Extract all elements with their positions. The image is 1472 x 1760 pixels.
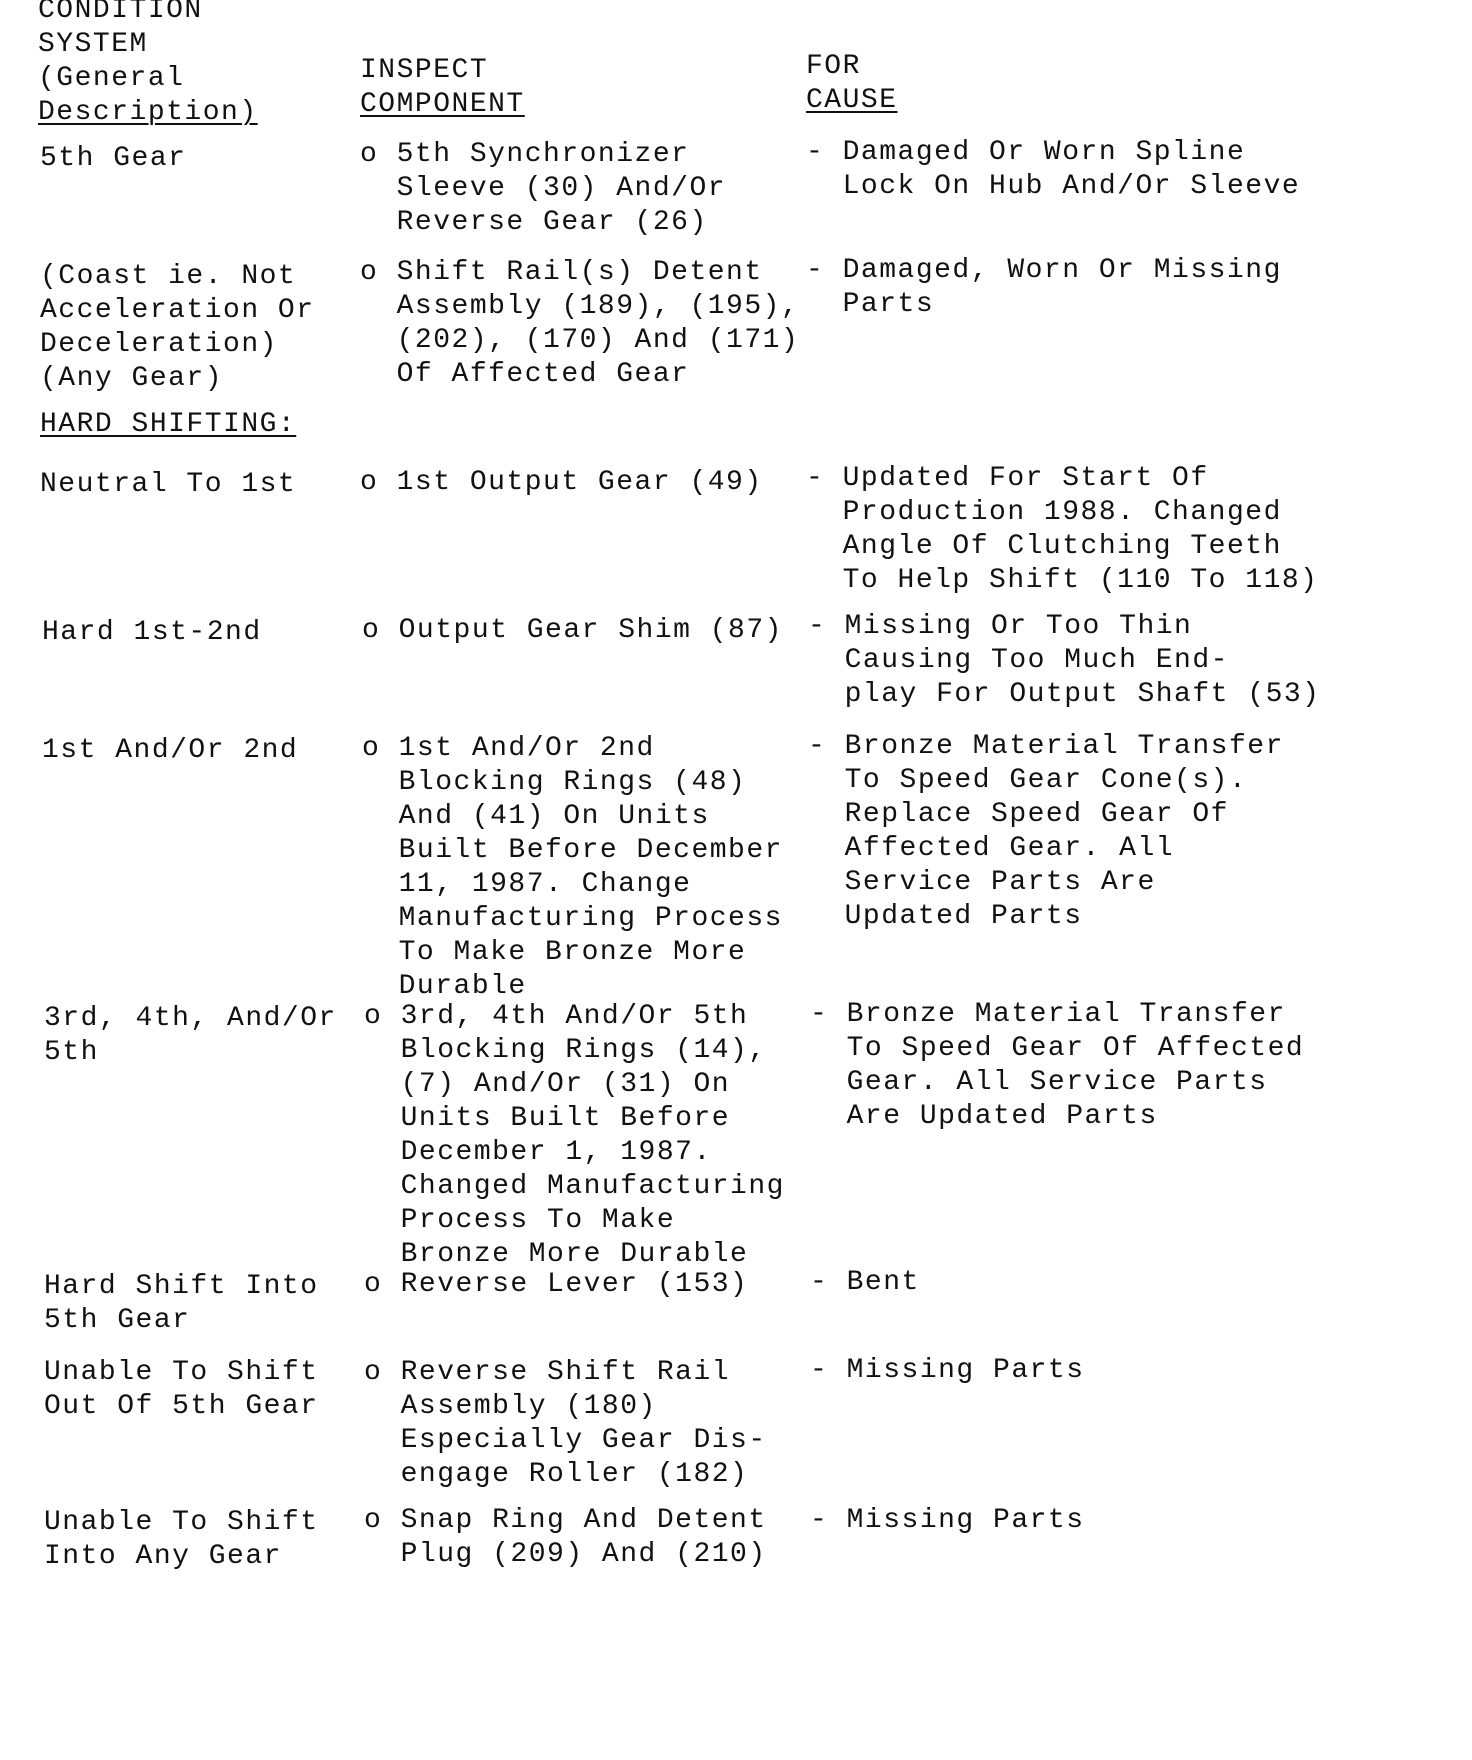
cause-line: Lock On Hub And/Or Sleeve — [806, 171, 1301, 202]
row-component — [360, 256, 799, 392]
row-condition — [44, 1002, 337, 1070]
component-line: December 1, 1987. — [364, 1137, 712, 1168]
component-line: And (41) On Units — [362, 801, 710, 832]
cause-line: - Updated For Start Of — [806, 463, 1209, 494]
condition-line: 1st And/Or 2nd — [42, 735, 299, 766]
component-line: o Shift Rail(s) Detent — [360, 257, 763, 288]
header-condition — [38, 0, 258, 130]
row-component — [364, 1504, 767, 1572]
row-cause — [810, 1354, 1085, 1388]
component-line: Reverse Gear (26) — [360, 207, 708, 238]
cause-line: Production 1988. Changed — [806, 497, 1282, 528]
header-condition-description: Description) — [38, 97, 258, 128]
condition-line: Acceleration Or — [40, 295, 315, 326]
condition-line: (Any Gear) — [40, 363, 224, 394]
row-component — [360, 466, 763, 500]
component-line: o 1st Output Gear (49) — [360, 467, 763, 498]
component-line: engage Roller (182) — [364, 1459, 749, 1490]
component-line: Durable — [362, 971, 527, 1002]
condition-line: Neutral To 1st — [40, 469, 297, 500]
condition-line: 5th Gear — [44, 1305, 191, 1336]
cause-line: Parts — [806, 289, 935, 320]
header-cause-label: CAUSE — [806, 85, 898, 116]
component-line: o Reverse Lever (153) — [364, 1269, 749, 1300]
row-condition — [44, 1506, 319, 1574]
cause-line: - Bent — [810, 1267, 920, 1298]
row-condition — [40, 142, 186, 176]
component-line: Units Built Before — [364, 1103, 731, 1134]
component-line: Sleeve (30) And/Or — [360, 173, 727, 204]
row-cause — [808, 730, 1284, 934]
component-line: Of Affected Gear — [360, 359, 690, 390]
cause-line: To Speed Gear Cone(s). — [808, 765, 1248, 796]
row-condition — [40, 468, 296, 502]
row-cause — [808, 610, 1320, 712]
header-inspect — [360, 54, 525, 122]
row-component — [362, 732, 783, 1004]
header-inspect-line: INSPECT — [360, 55, 489, 86]
component-line: Assembly (189), (195), — [360, 291, 800, 322]
condition-line: (Coast ie. Not — [40, 261, 297, 292]
component-line: (7) And/Or (31) On — [364, 1069, 731, 1100]
cause-line: - Missing Parts — [810, 1505, 1085, 1536]
row-component — [364, 1356, 767, 1492]
component-line: Changed Manufacturing — [364, 1171, 785, 1202]
cause-line: play For Output Shaft (53) — [808, 679, 1321, 710]
cause-line: To Speed Gear Of Affected — [810, 1033, 1305, 1064]
component-line: o Output Gear Shim (87) — [362, 615, 783, 646]
cause-line: Replace Speed Gear Of — [808, 799, 1229, 830]
cause-line: Service Parts Are — [808, 867, 1156, 898]
row-cause — [810, 1266, 920, 1300]
cause-line: Angle Of Clutching Teeth — [806, 531, 1282, 562]
component-line: o 5th Synchronizer — [360, 139, 690, 170]
component-line: o 1st And/Or 2nd — [362, 733, 655, 764]
row-condition — [44, 1270, 319, 1338]
row-cause — [810, 998, 1304, 1134]
cause-line: - Damaged Or Worn Spline — [806, 137, 1246, 168]
condition-line: Hard Shift Into — [44, 1271, 319, 1302]
cause-line: Are Updated Parts — [810, 1101, 1158, 1132]
condition-line: Out Of 5th Gear — [44, 1391, 319, 1422]
header-cause-line: FOR — [806, 51, 861, 82]
component-line: Blocking Rings (14), — [364, 1035, 767, 1066]
cause-line: Causing Too Much End- — [808, 645, 1229, 676]
component-line: o Snap Ring And Detent — [364, 1505, 767, 1536]
component-line: Built Before December — [362, 835, 783, 866]
cause-line: Gear. All Service Parts — [810, 1067, 1268, 1098]
row-cause — [806, 136, 1300, 204]
cause-line: - Missing Or Too Thin — [808, 611, 1193, 642]
component-line: Bronze More Durable — [364, 1239, 749, 1270]
cause-line: Affected Gear. All — [808, 833, 1175, 864]
component-line: Assembly (180) — [364, 1391, 657, 1422]
component-line: o 3rd, 4th And/Or 5th — [364, 1001, 749, 1032]
row-component — [364, 1000, 785, 1272]
row-cause — [806, 462, 1318, 598]
cause-line: - Damaged, Worn Or Missing — [806, 255, 1282, 286]
header-condition-line: (General — [38, 63, 185, 94]
header-inspect-component: COMPONENT — [360, 89, 525, 120]
row-component — [362, 614, 783, 648]
header-cause — [806, 50, 898, 118]
cause-line: Updated Parts — [808, 901, 1083, 932]
row-cause — [806, 254, 1282, 322]
section-heading: HARD SHIFTING: — [40, 409, 297, 440]
cause-line: - Missing Parts — [810, 1355, 1085, 1386]
component-line: Process To Make — [364, 1205, 676, 1236]
row-component — [360, 138, 726, 240]
component-line: Blocking Rings (48) — [362, 767, 747, 798]
row-cause — [810, 1504, 1085, 1538]
row-condition — [44, 1356, 319, 1424]
cause-line: To Help Shift (110 To 118) — [806, 565, 1319, 596]
cause-line: - Bronze Material Transfer — [810, 999, 1286, 1030]
condition-line: 5th — [44, 1037, 99, 1068]
condition-line: Deceleration) — [40, 329, 278, 360]
header-condition-line: SYSTEM — [38, 29, 148, 60]
component-line: Manufacturing Process — [362, 903, 783, 934]
cause-line: - Bronze Material Transfer — [808, 731, 1284, 762]
condition-line: Unable To Shift — [44, 1507, 319, 1538]
row-condition — [42, 616, 262, 650]
condition-line: Hard 1st-2nd — [42, 617, 262, 648]
row-component — [364, 1268, 748, 1302]
condition-line: 5th Gear — [40, 143, 187, 174]
component-line: o Reverse Shift Rail — [364, 1357, 731, 1388]
component-line: 11, 1987. Change — [362, 869, 692, 900]
header-condition-line: CONDITION — [38, 0, 203, 26]
component-line: (202), (170) And (171) — [360, 325, 800, 356]
condition-line: Unable To Shift — [44, 1357, 319, 1388]
row-condition — [42, 734, 298, 768]
condition-line: Into Any Gear — [44, 1541, 282, 1572]
component-line: Especially Gear Dis- — [364, 1425, 767, 1456]
component-line: To Make Bronze More — [362, 937, 747, 968]
condition-line: 3rd, 4th, And/Or — [44, 1003, 337, 1034]
component-line: Plug (209) And (210) — [364, 1539, 767, 1570]
row-condition — [40, 260, 315, 396]
